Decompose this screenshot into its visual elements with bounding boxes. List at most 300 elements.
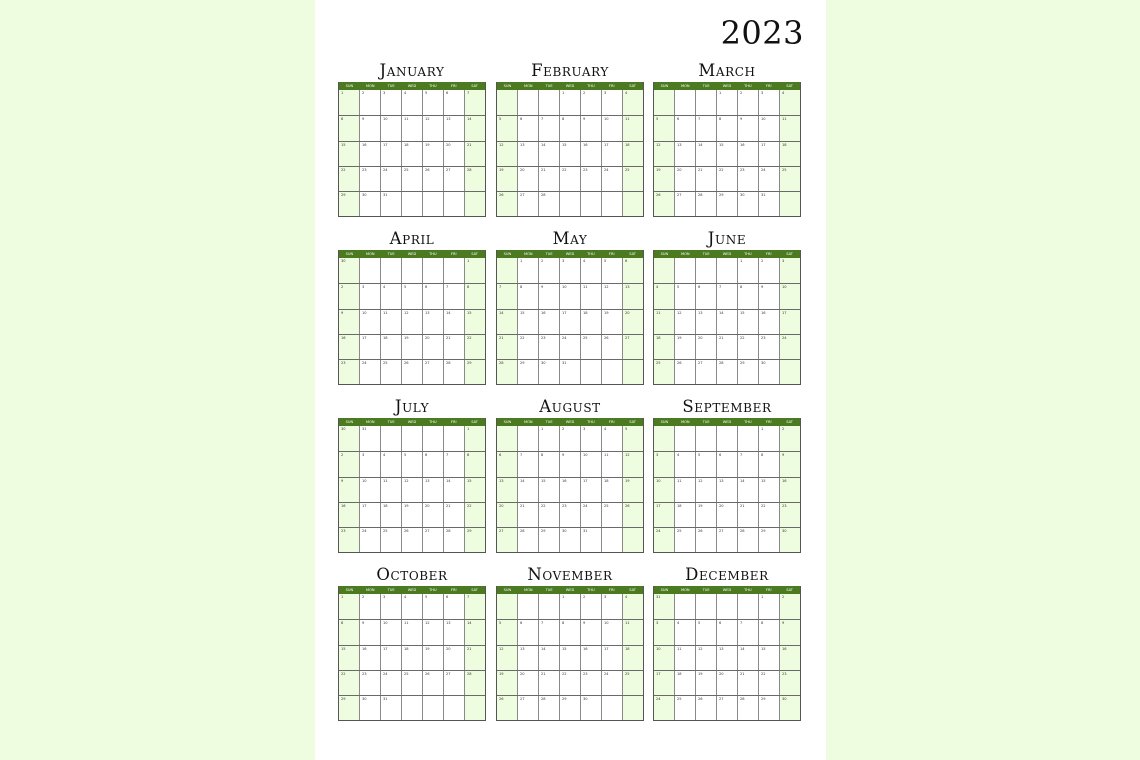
- day-number: 24: [604, 167, 609, 172]
- weekday-label: MON: [680, 252, 690, 256]
- day-number: 25: [604, 503, 609, 508]
- day-cell: [622, 594, 643, 619]
- day-cell: [580, 528, 601, 552]
- week-row: [339, 695, 485, 720]
- weekday-label: TUE: [702, 84, 710, 88]
- day-cell: [601, 646, 622, 670]
- day-cell: [779, 503, 800, 527]
- day-cell: [464, 360, 485, 384]
- day-number: 4: [383, 453, 386, 458]
- day-number: 30: [341, 427, 346, 431]
- day-number: 15: [740, 310, 745, 315]
- day-cell: [601, 310, 622, 334]
- day-number: 2: [562, 427, 565, 431]
- day-cell: [559, 620, 580, 644]
- day-cell: [695, 452, 716, 476]
- day-number: 5: [425, 595, 428, 599]
- day-cell: [779, 360, 800, 384]
- week-row: [497, 670, 643, 695]
- weekday-label: TUE: [387, 84, 395, 88]
- day-cell: [737, 452, 758, 476]
- weekday-label: SAT: [629, 420, 636, 424]
- weekday-label: TUE: [545, 84, 553, 88]
- day-number: 1: [761, 427, 764, 431]
- day-cell: [622, 528, 643, 552]
- week-row: [497, 426, 643, 451]
- month-title: July: [394, 397, 430, 416]
- day-cell: [339, 620, 359, 644]
- weekday-label: SUN: [345, 588, 354, 592]
- day-number: 20: [425, 335, 430, 340]
- day-number: 21: [446, 335, 451, 340]
- day-cell: [538, 696, 559, 720]
- day-cell: [559, 360, 580, 384]
- day-cell: [464, 528, 485, 552]
- week-row: [339, 645, 485, 670]
- day-number: 7: [446, 285, 449, 290]
- day-cell: [758, 528, 779, 552]
- day-number: 9: [541, 285, 544, 290]
- week-row: [497, 334, 643, 359]
- day-number: 25: [383, 361, 388, 366]
- day-number: 8: [467, 453, 470, 458]
- week-row: [497, 283, 643, 308]
- day-number: 2: [341, 453, 344, 458]
- day-cell: [538, 310, 559, 334]
- day-number: 10: [604, 621, 609, 626]
- weekday-label: WED: [565, 420, 575, 424]
- day-number: 29: [761, 529, 766, 534]
- day-number: 17: [761, 142, 766, 147]
- day-cell: [674, 528, 695, 552]
- day-number: 11: [782, 117, 787, 122]
- week-row: [339, 90, 485, 115]
- week-row: [497, 166, 643, 191]
- day-number: 26: [656, 193, 661, 198]
- day-number: 2: [541, 259, 544, 263]
- week-row: [654, 258, 800, 283]
- day-number: 31: [383, 697, 388, 702]
- day-cell: [443, 284, 464, 308]
- weekday-header: [654, 250, 800, 258]
- day-number: 3: [362, 285, 365, 290]
- day-number: 24: [656, 697, 661, 702]
- day-number: 8: [761, 453, 764, 458]
- day-cell: [517, 258, 538, 283]
- day-number: 28: [541, 193, 546, 198]
- day-cell: [497, 192, 517, 216]
- week-row: [654, 670, 800, 695]
- day-number: 8: [719, 117, 722, 122]
- day-cell: [443, 116, 464, 140]
- day-cell: [758, 258, 779, 283]
- weekday-label: FRI: [450, 420, 457, 424]
- day-cell: [359, 142, 380, 166]
- day-cell: [380, 192, 401, 216]
- week-row: [339, 619, 485, 644]
- day-cell: [422, 426, 443, 451]
- day-number: 7: [541, 621, 544, 626]
- day-number: 30: [740, 193, 745, 198]
- day-cell: [779, 310, 800, 334]
- day-number: 19: [404, 335, 409, 340]
- day-cell: [422, 478, 443, 502]
- day-cell: [443, 478, 464, 502]
- day-number: 1: [761, 595, 764, 599]
- day-cell: [654, 452, 674, 476]
- weekday-header: [339, 82, 485, 90]
- day-cell: [401, 696, 422, 720]
- day-cell: [497, 452, 517, 476]
- day-cell: [443, 452, 464, 476]
- day-cell: [674, 620, 695, 644]
- weekday-label: MON: [523, 588, 533, 592]
- day-number: 19: [425, 646, 430, 651]
- day-number: 4: [677, 621, 680, 626]
- day-number: 10: [583, 453, 588, 458]
- day-cell: [497, 646, 517, 670]
- day-number: 11: [583, 285, 588, 290]
- day-cell: [464, 167, 485, 191]
- day-cell: [380, 696, 401, 720]
- day-number: 18: [625, 142, 630, 147]
- day-cell: [716, 594, 737, 619]
- day-number: 20: [520, 167, 525, 172]
- month-block-february: [496, 60, 644, 217]
- weekday-label: THU: [587, 420, 595, 424]
- day-cell: [339, 426, 359, 451]
- day-number: 1: [562, 595, 565, 599]
- day-cell: [538, 90, 559, 115]
- day-number: 15: [761, 646, 766, 651]
- day-number: 11: [404, 117, 409, 122]
- day-number: 13: [520, 142, 525, 147]
- day-number: 10: [604, 117, 609, 122]
- day-cell: [622, 426, 643, 451]
- week-row: [497, 115, 643, 140]
- day-cell: [716, 426, 737, 451]
- weekday-label: WED: [407, 588, 417, 592]
- day-number: 23: [541, 335, 546, 340]
- weekday-label: THU: [429, 420, 437, 424]
- day-number: 26: [499, 193, 504, 198]
- day-cell: [580, 696, 601, 720]
- day-number: 13: [499, 478, 504, 483]
- weekday-header: [654, 418, 800, 426]
- day-number: 7: [740, 621, 743, 626]
- week-row: [339, 477, 485, 502]
- day-cell: [737, 284, 758, 308]
- day-cell: [622, 192, 643, 216]
- day-cell: [758, 696, 779, 720]
- day-cell: [517, 478, 538, 502]
- day-number: 25: [383, 529, 388, 534]
- day-number: 3: [383, 595, 386, 599]
- day-cell: [654, 310, 674, 334]
- day-cell: [695, 426, 716, 451]
- day-cell: [716, 696, 737, 720]
- weekday-label: THU: [744, 252, 752, 256]
- day-cell: [538, 142, 559, 166]
- day-cell: [622, 646, 643, 670]
- day-cell: [654, 335, 674, 359]
- day-number: 15: [541, 478, 546, 483]
- weekday-label: WED: [722, 588, 732, 592]
- day-number: 17: [656, 503, 661, 508]
- week-row: [339, 594, 485, 619]
- week-row: [654, 166, 800, 191]
- day-cell: [695, 310, 716, 334]
- day-number: 21: [541, 671, 546, 676]
- day-cell: [716, 360, 737, 384]
- day-cell: [359, 452, 380, 476]
- day-number: 17: [583, 478, 588, 483]
- day-cell: [737, 258, 758, 283]
- month-title: March: [698, 61, 756, 80]
- day-cell: [779, 258, 800, 283]
- day-number: 15: [520, 310, 525, 315]
- day-cell: [622, 452, 643, 476]
- day-number: 2: [740, 91, 743, 95]
- day-number: 6: [446, 91, 449, 95]
- day-number: 10: [782, 285, 787, 290]
- day-cell: [716, 335, 737, 359]
- day-cell: [401, 142, 422, 166]
- day-number: 12: [425, 117, 430, 122]
- day-cell: [422, 452, 443, 476]
- day-cell: [622, 90, 643, 115]
- weekday-label: THU: [744, 420, 752, 424]
- day-cell: [464, 646, 485, 670]
- week-row: [339, 166, 485, 191]
- weekday-header: [339, 250, 485, 258]
- weekday-label: FRI: [608, 84, 615, 88]
- day-cell: [497, 528, 517, 552]
- day-number: 13: [425, 310, 430, 315]
- day-number: 19: [499, 671, 504, 676]
- day-cell: [758, 671, 779, 695]
- day-number: 21: [740, 503, 745, 508]
- day-cell: [422, 142, 443, 166]
- day-number: 21: [520, 503, 525, 508]
- day-number: 24: [383, 671, 388, 676]
- weekday-label: FRI: [765, 588, 772, 592]
- day-cell: [674, 284, 695, 308]
- day-number: 18: [782, 142, 787, 147]
- day-cell: [422, 671, 443, 695]
- day-number: 26: [404, 361, 409, 366]
- weekday-label: FRI: [450, 588, 457, 592]
- day-number: 19: [677, 335, 682, 340]
- day-number: 14: [698, 142, 703, 147]
- day-cell: [559, 258, 580, 283]
- day-cell: [422, 594, 443, 619]
- day-cell: [559, 452, 580, 476]
- day-number: 3: [656, 453, 659, 458]
- weekday-label: TUE: [702, 420, 710, 424]
- day-number: 12: [677, 310, 682, 315]
- day-number: 30: [782, 697, 787, 702]
- day-cell: [464, 426, 485, 451]
- day-cell: [538, 360, 559, 384]
- day-cell: [443, 360, 464, 384]
- week-row: [654, 90, 800, 115]
- day-cell: [401, 452, 422, 476]
- day-number: 16: [782, 478, 787, 483]
- month-grid: [338, 82, 486, 217]
- day-number: 15: [761, 478, 766, 483]
- day-number: 24: [362, 361, 367, 366]
- day-number: 23: [341, 361, 346, 366]
- day-cell: [737, 116, 758, 140]
- day-number: 19: [404, 503, 409, 508]
- day-number: 8: [562, 117, 565, 122]
- month-grid: [496, 586, 644, 721]
- month-block-august: [496, 396, 644, 553]
- day-number: 14: [719, 310, 724, 315]
- weekday-label: SUN: [345, 84, 354, 88]
- day-number: 9: [583, 117, 586, 122]
- day-number: 23: [362, 167, 367, 172]
- day-cell: [443, 192, 464, 216]
- week-row: [497, 309, 643, 334]
- day-cell: [580, 646, 601, 670]
- day-cell: [580, 167, 601, 191]
- day-number: 28: [541, 697, 546, 702]
- day-number: 12: [698, 478, 703, 483]
- day-cell: [654, 116, 674, 140]
- day-cell: [517, 360, 538, 384]
- day-cell: [339, 671, 359, 695]
- weekday-label: WED: [722, 252, 732, 256]
- day-cell: [758, 360, 779, 384]
- day-cell: [622, 284, 643, 308]
- week-row: [654, 426, 800, 451]
- day-cell: [359, 594, 380, 619]
- day-cell: [422, 284, 443, 308]
- day-number: 8: [562, 621, 565, 626]
- weekday-label: FRI: [765, 420, 772, 424]
- day-number: 15: [719, 142, 724, 147]
- day-cell: [464, 594, 485, 619]
- day-cell: [380, 620, 401, 644]
- day-cell: [737, 90, 758, 115]
- day-cell: [737, 142, 758, 166]
- day-number: 28: [499, 361, 504, 366]
- day-cell: [654, 594, 674, 619]
- day-number: 21: [499, 335, 504, 340]
- day-cell: [359, 503, 380, 527]
- day-number: 2: [782, 427, 785, 431]
- week-row: [339, 451, 485, 476]
- month-title: June: [707, 229, 747, 248]
- day-cell: [401, 335, 422, 359]
- day-number: 22: [719, 167, 724, 172]
- weekday-label: SUN: [503, 252, 512, 256]
- day-number: 20: [520, 671, 525, 676]
- day-cell: [622, 671, 643, 695]
- day-number: 29: [541, 529, 546, 534]
- day-cell: [559, 310, 580, 334]
- day-cell: [559, 192, 580, 216]
- day-cell: [339, 452, 359, 476]
- week-row: [654, 695, 800, 720]
- day-cell: [601, 360, 622, 384]
- day-cell: [443, 310, 464, 334]
- day-cell: [654, 696, 674, 720]
- day-number: 5: [698, 621, 701, 626]
- weekday-label: SAT: [786, 84, 793, 88]
- day-number: 17: [656, 671, 661, 676]
- week-row: [339, 141, 485, 166]
- day-cell: [339, 503, 359, 527]
- day-number: 13: [520, 646, 525, 651]
- day-cell: [695, 620, 716, 644]
- day-cell: [716, 258, 737, 283]
- day-cell: [716, 478, 737, 502]
- day-cell: [654, 142, 674, 166]
- day-cell: [497, 142, 517, 166]
- day-cell: [359, 335, 380, 359]
- weekday-label: SAT: [629, 588, 636, 592]
- day-cell: [559, 671, 580, 695]
- weekday-label: SUN: [345, 252, 354, 256]
- day-cell: [464, 258, 485, 283]
- day-cell: [695, 671, 716, 695]
- weekday-label: SAT: [629, 84, 636, 88]
- month-block-december: [653, 564, 801, 721]
- weekday-label: FRI: [608, 588, 615, 592]
- day-cell: [674, 192, 695, 216]
- weekday-label: SUN: [660, 420, 669, 424]
- day-number: 30: [362, 697, 367, 702]
- day-cell: [695, 258, 716, 283]
- weekday-label: SAT: [786, 420, 793, 424]
- weekday-header: [654, 586, 800, 594]
- day-cell: [580, 452, 601, 476]
- month-grid: [496, 250, 644, 385]
- day-number: 31: [562, 361, 567, 366]
- week-row: [339, 283, 485, 308]
- day-cell: [464, 620, 485, 644]
- day-number: 18: [656, 335, 661, 340]
- day-number: 27: [499, 529, 504, 534]
- day-cell: [622, 116, 643, 140]
- day-cell: [359, 620, 380, 644]
- day-cell: [497, 696, 517, 720]
- day-cell: [779, 142, 800, 166]
- weekday-label: SUN: [503, 588, 512, 592]
- day-cell: [422, 167, 443, 191]
- day-cell: [622, 310, 643, 334]
- day-cell: [737, 167, 758, 191]
- day-number: 12: [604, 285, 609, 290]
- day-cell: [401, 284, 422, 308]
- day-cell: [674, 452, 695, 476]
- day-number: 2: [341, 285, 344, 290]
- day-cell: [538, 620, 559, 644]
- day-number: 5: [499, 117, 502, 122]
- day-number: 28: [446, 529, 451, 534]
- day-cell: [359, 258, 380, 283]
- day-cell: [464, 478, 485, 502]
- day-cell: [464, 503, 485, 527]
- weekday-label: SAT: [786, 252, 793, 256]
- day-cell: [401, 594, 422, 619]
- day-cell: [654, 360, 674, 384]
- day-number: 20: [625, 310, 630, 315]
- day-number: 28: [446, 361, 451, 366]
